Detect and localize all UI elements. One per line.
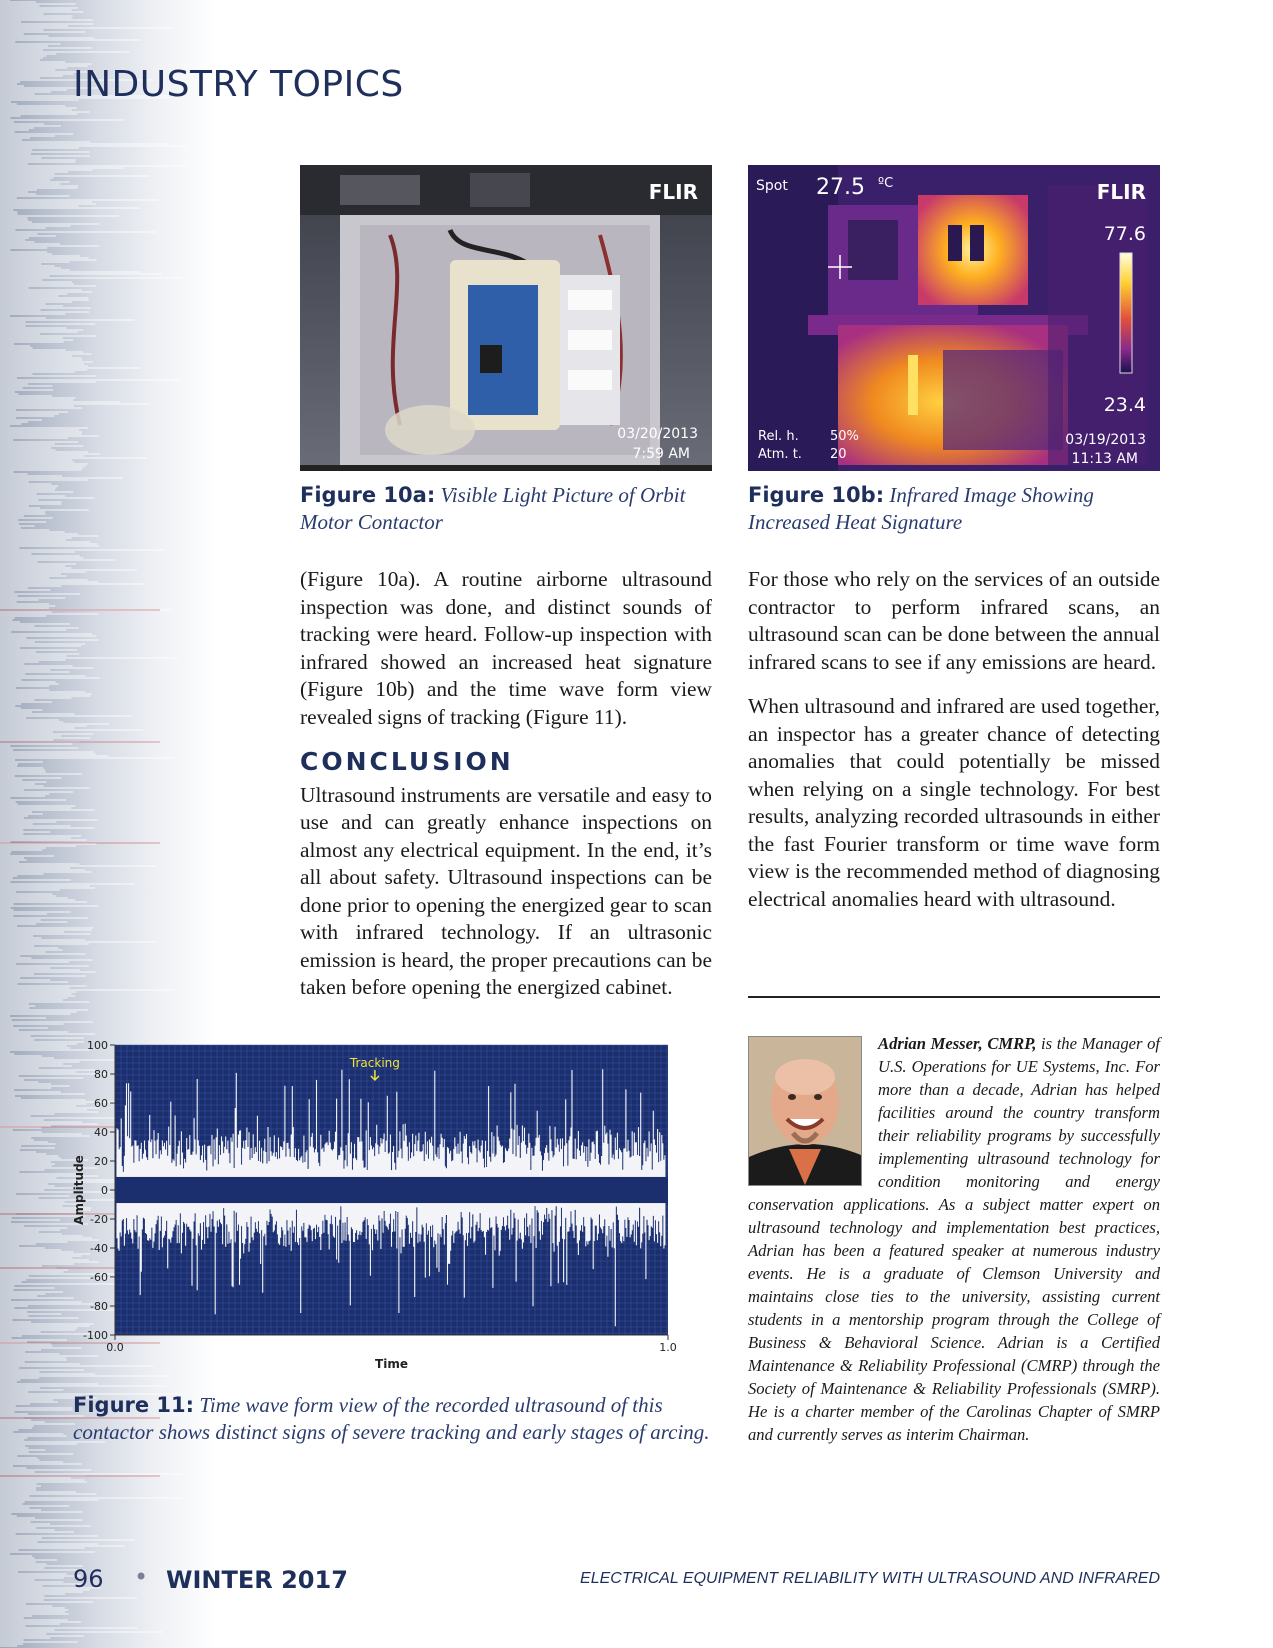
x-tick-label: 0.0 xyxy=(106,1341,124,1354)
ir-spot-label: Spot xyxy=(756,178,788,194)
flir-logo-10a: FLIR xyxy=(648,180,698,204)
ir-scale-max: 77.6 xyxy=(1103,223,1146,245)
ir-spot-unit: ºC xyxy=(878,176,894,191)
author-bio xyxy=(748,1032,1160,1446)
y-tick-label: -20 xyxy=(90,1213,108,1226)
column-divider-rule xyxy=(748,996,1160,998)
y-tick-label: -60 xyxy=(90,1271,108,1284)
left-para-1: (Figure 10a). A routine airborne ultrasound inspection was done, and distinct sounds of tracking were heard. Follow-up inspection with infrared showed an increased heat signature (Figure 10b) and the time wave form view revealed signs of tracking (Figure 11). xyxy=(300,567,712,729)
figure-10b-infrared-photo xyxy=(748,165,1160,471)
ir-atm-t-label: Atm. t. xyxy=(758,447,802,462)
y-tick-label: 20 xyxy=(94,1155,108,1168)
page-number: 96 xyxy=(73,1565,104,1593)
running-article-title: ELECTRICAL EQUIPMENT RELIABILITY WITH ULTRASOUND AND INFRARED xyxy=(580,1570,1160,1587)
figure-10b-label: Figure 10b: xyxy=(748,483,885,507)
figure-10a-caption xyxy=(300,482,712,536)
figure-10b-date: 03/19/2013 xyxy=(1065,432,1146,448)
ir-scale-min: 23.4 xyxy=(1103,394,1146,416)
section-title: INDUSTRY TOPICS xyxy=(73,64,404,105)
flir-logo-10b: FLIR xyxy=(1096,180,1146,204)
figure-10a-time: 7:59 AM xyxy=(632,446,690,462)
figure-11-label: Figure 11: xyxy=(73,1393,195,1417)
figure-10b-caption-text: Infrared Image Showing Increased Heat Signature xyxy=(748,483,1094,534)
x-axis-ticks xyxy=(106,1335,677,1354)
right-para-1: For those who rely on the services of an outside contractor to perform infrared scans, an ultrasound scan can be done between the annual infrared scans to see if any emissions are heard. xyxy=(748,567,1160,674)
x-axis-label: Time xyxy=(375,1357,408,1371)
ir-atm-t-value: 20 xyxy=(830,447,847,462)
y-tick-label: 100 xyxy=(87,1040,108,1052)
figure-11-caption xyxy=(73,1392,713,1446)
footer-separator: • xyxy=(134,1563,149,1591)
y-axis-label: Amplitude xyxy=(72,1155,86,1225)
author-name: Adrian Messer, CMRP, xyxy=(878,1034,1037,1053)
y-tick-label: 80 xyxy=(94,1068,108,1081)
x-tick-label: 1.0 xyxy=(659,1341,677,1354)
figure-10a-caption-text: Visible Light Picture of Orbit Motor Contactor xyxy=(300,483,686,534)
tracking-annotation: Tracking xyxy=(349,1056,400,1070)
ir-spot-value: 27.5 xyxy=(816,175,865,200)
ir-rel-h-label: Rel. h. xyxy=(758,429,799,444)
y-tick-label: -40 xyxy=(90,1242,108,1255)
right-column xyxy=(748,566,1160,930)
y-tick-label: -80 xyxy=(90,1300,108,1313)
right-para-2: When ultrasound and infrared are used together, an inspector has a greater chance of detecting anomalies that could potentially be missed when relying on a single technology. For best results, analyzing recorded ultrasounds in either the fast Fourier transform or time wave form view is the recommended method of diagnosing electrical anomalies heard with ultrasound. xyxy=(748,694,1160,911)
figure-10b-time: 11:13 AM xyxy=(1071,451,1138,467)
waveform-centre-gap xyxy=(115,1177,668,1203)
figure-10b-caption xyxy=(748,482,1160,536)
y-tick-label: 0 xyxy=(101,1184,108,1197)
left-column xyxy=(300,566,712,1019)
issue-label: WINTER 2017 xyxy=(166,1566,348,1594)
figure-10a-photo xyxy=(300,165,712,471)
figure-10a-label: Figure 10a: xyxy=(300,483,436,507)
ir-rel-h-value: 50% xyxy=(830,429,859,444)
y-tick-label: -100 xyxy=(83,1329,108,1342)
figure-11-caption-text: Time wave form view of the recorded ultrasound of this contactor shows distinct signs of severe tracking and early stages of arcing. xyxy=(73,1393,710,1444)
left-para-2: Ultrasound instruments are versatile and easy to use and can greatly enhance inspections on almost any electrical equipment. In the end, it’s all about safety. Ultrasound inspections can be done prior to opening the energized gear to scan with infrared technology. If an ultrasonic emission is heard, the proper precautions can be taken before opening the energized cabinet. xyxy=(300,782,712,999)
conclusion-heading: CONCLUSION xyxy=(300,747,514,776)
figure-10a-date: 03/20/2013 xyxy=(617,426,698,442)
y-tick-label: 40 xyxy=(94,1126,108,1139)
figure-11-chart xyxy=(70,1040,710,1385)
y-axis-ticks xyxy=(83,1040,115,1342)
author-bio-text: is the Manager of U.S. Operations for UE Systems, Inc. For more than a decade, Adrian has helped facilities around the country transform their reliability programs by successfully implementing ultrasound technology for condition monitoring and energy conservation applications. As a subject matter expert on ultrasound technology and implementation best practices, Adrian has been a featured speaker at numerous industry events. He is a graduate of Clemson University and maintains close ties to the university, assisting current students in a mentorship program through the College of Business & Behavioral Science. Adrian is a Certified Maintenance & Reliability Professional (CMRP) through the Society of Maintenance & Reliability Professionals (SMRP). He is a charter member of the Carolinas Chapter of SMRP and currently serves as interim Chairman. xyxy=(748,1034,1160,1444)
y-tick-label: 60 xyxy=(94,1097,108,1110)
time-wave-form-plot xyxy=(70,1040,710,1385)
